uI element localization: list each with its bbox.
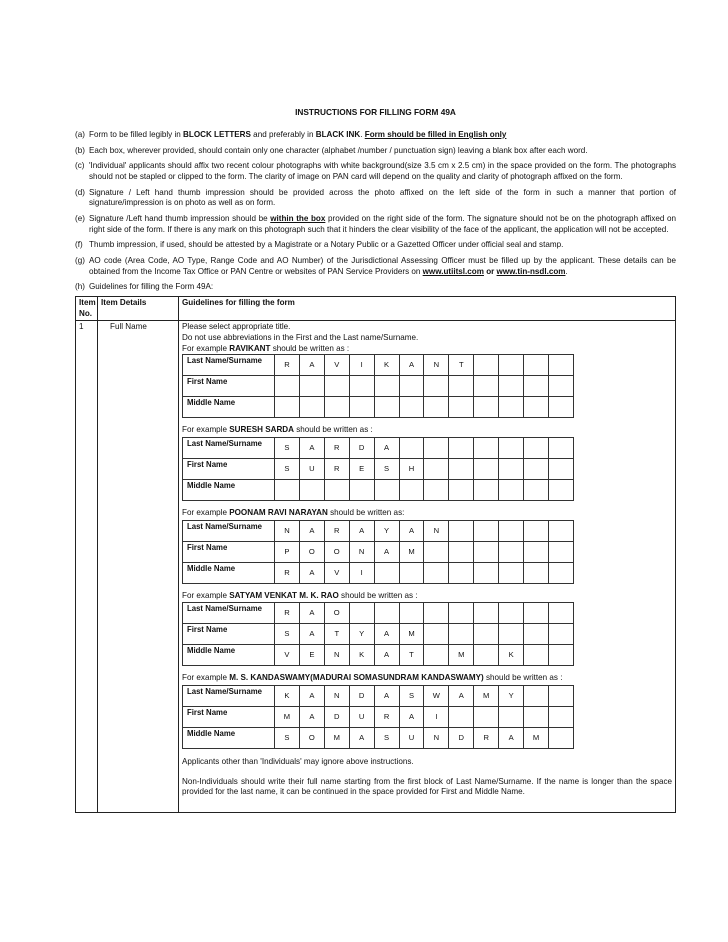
letter-box xyxy=(349,397,374,418)
letter-box: K xyxy=(275,686,300,707)
letter-box: S xyxy=(374,459,399,480)
letter-box: M xyxy=(275,707,300,728)
name-grid-row xyxy=(183,728,574,749)
letter-box xyxy=(548,438,573,459)
note-individuals: Applicants other than 'Individuals' may ignore above instructions. xyxy=(182,757,414,767)
letter-box xyxy=(424,459,449,480)
letter-box xyxy=(399,480,424,501)
letter-box xyxy=(499,397,524,418)
letter-box: A xyxy=(374,438,399,459)
letter-box xyxy=(548,480,573,501)
letter-box: A xyxy=(374,624,399,645)
letter-box: M xyxy=(449,645,474,666)
letter-box: R xyxy=(324,459,349,480)
letter-box: S xyxy=(275,728,300,749)
letter-box: A xyxy=(374,541,399,562)
letter-box xyxy=(449,397,474,418)
letter-box xyxy=(424,438,449,459)
letter-box xyxy=(399,603,424,624)
letter-box: A xyxy=(299,603,324,624)
letter-box xyxy=(499,438,524,459)
letter-box xyxy=(548,645,573,666)
name-examples xyxy=(182,354,672,749)
letter-box: A xyxy=(299,355,324,376)
letter-box xyxy=(474,624,499,645)
letter-box xyxy=(524,520,549,541)
letter-box: N xyxy=(424,355,449,376)
letter-box: M xyxy=(524,728,549,749)
letter-box: W xyxy=(424,686,449,707)
letter-box: T xyxy=(449,355,474,376)
letter-box xyxy=(275,376,300,397)
letter-box xyxy=(399,438,424,459)
instruction-c xyxy=(75,161,676,182)
letter-box: N xyxy=(424,728,449,749)
letter-box: S xyxy=(275,459,300,480)
letter-box xyxy=(399,376,424,397)
letter-box: T xyxy=(324,624,349,645)
letter-box xyxy=(275,397,300,418)
letter-box: V xyxy=(275,645,300,666)
instruction-text: AO code (Area Code, AO Type, Range Code and AO Number) of the Jurisdictional Assessing Officer must be filled up by the applicant. These details can be obtained from the Income Tax Office or PAN Centre or websites of PAN Service Providers on www.utiitsl.com or www.tin-nsdl.com. xyxy=(89,255,676,276)
letter-box: O xyxy=(299,728,324,749)
tin-nsdl-link[interactable]: www.tin-nsdl.com xyxy=(496,266,566,276)
letter-box: I xyxy=(424,707,449,728)
instruction-h xyxy=(75,282,676,293)
name-grid-row xyxy=(183,686,574,707)
letter-box xyxy=(548,624,573,645)
letter-box xyxy=(548,707,573,728)
letter-box: I xyxy=(349,355,374,376)
name-field-label: Last Name/Surname xyxy=(183,686,275,707)
letter-box: A xyxy=(349,520,374,541)
name-grid-row xyxy=(183,376,574,397)
instruction-text: Form to be filled legibly in BLOCK LETTERS and preferably in BLACK INK. Form should be filled in English only xyxy=(89,129,507,139)
letter-box xyxy=(524,686,549,707)
name-field-label: Last Name/Surname xyxy=(183,520,275,541)
name-grid-row xyxy=(183,480,574,501)
letter-box: Y xyxy=(499,686,524,707)
row-guidelines xyxy=(179,321,676,813)
name-example-grid xyxy=(182,602,574,666)
name-grid-row xyxy=(183,562,574,583)
example-caption: For example M. S. KANDASWAMY(MADURAI SOMASUNDRAM KANDASWAMY) should be written as : xyxy=(182,673,563,683)
name-example-grid xyxy=(182,685,574,749)
letter-box xyxy=(299,480,324,501)
letter-box xyxy=(349,376,374,397)
letter-box: E xyxy=(349,459,374,480)
name-example-grid xyxy=(182,520,574,584)
letter-box xyxy=(374,480,399,501)
letter-box xyxy=(449,376,474,397)
letter-box xyxy=(299,397,324,418)
instruction-text: 'Individual' applicants should affix two recent colour photographs with white background(size 3.5 cm x 2.5 cm) in the space provided on the form. The photographs should not be stapled or clipped to the form. The clarity of image on PAN card will depend on the quality and clarity of photograph affixed on the form. xyxy=(89,161,676,181)
letter-box xyxy=(524,645,549,666)
instruction-label: (b) xyxy=(75,145,85,155)
letter-box xyxy=(499,355,524,376)
utiitsl-link[interactable]: www.utiitsl.com xyxy=(422,266,484,276)
header-item-details: Item Details xyxy=(98,297,179,321)
letter-box: V xyxy=(324,562,349,583)
letter-box: M xyxy=(399,624,424,645)
letter-box xyxy=(524,355,549,376)
letter-box xyxy=(524,603,549,624)
name-example-grid xyxy=(182,437,574,501)
instruction-text: Each box, wherever provided, should contain only one character (alphabet /number / punctuation sign) leaving a blank box after each word. xyxy=(89,145,588,155)
guideline-line: Please select appropriate title. xyxy=(182,322,291,332)
name-grid-row xyxy=(183,355,574,376)
name-grid-row xyxy=(183,397,574,418)
letter-box: M xyxy=(324,728,349,749)
letter-box xyxy=(275,480,300,501)
letter-box xyxy=(449,603,474,624)
instruction-b xyxy=(75,146,676,157)
letter-box: R xyxy=(275,562,300,583)
letter-box xyxy=(399,562,424,583)
instruction-g xyxy=(75,256,676,277)
instruction-label: (h) xyxy=(75,282,85,292)
instruction-e xyxy=(75,214,676,235)
letter-box: O xyxy=(299,541,324,562)
letter-box: M xyxy=(399,541,424,562)
name-field-label: First Name xyxy=(183,459,275,480)
instruction-label: (g) xyxy=(75,255,85,265)
letter-box: K xyxy=(374,355,399,376)
letter-box xyxy=(474,603,499,624)
letter-box: A xyxy=(299,562,324,583)
letter-box: R xyxy=(275,603,300,624)
letter-box xyxy=(548,603,573,624)
letter-box xyxy=(449,459,474,480)
letter-box: R xyxy=(324,520,349,541)
instruction-d xyxy=(75,188,676,209)
header-guidelines: Guidelines for filling the form xyxy=(179,297,676,321)
letter-box: Y xyxy=(349,624,374,645)
letter-box xyxy=(474,562,499,583)
name-example-grid xyxy=(182,354,574,418)
example-caption: For example POONAM RAVI NARAYAN should be written as: xyxy=(182,508,405,518)
example-caption: For example SURESH SARDA should be written as : xyxy=(182,425,373,435)
letter-box xyxy=(548,562,573,583)
letter-box xyxy=(449,438,474,459)
letter-box: S xyxy=(399,686,424,707)
letter-box xyxy=(548,520,573,541)
letter-box: A xyxy=(399,707,424,728)
letter-box: A xyxy=(299,438,324,459)
letter-box: K xyxy=(499,645,524,666)
letter-box: A xyxy=(449,686,474,707)
letter-box xyxy=(449,562,474,583)
letter-box xyxy=(524,459,549,480)
letter-box xyxy=(324,376,349,397)
name-field-label: First Name xyxy=(183,707,275,728)
letter-box: A xyxy=(374,645,399,666)
letter-box xyxy=(424,480,449,501)
letter-box: A xyxy=(349,728,374,749)
letter-box xyxy=(424,376,449,397)
letter-box xyxy=(374,603,399,624)
letter-box xyxy=(324,397,349,418)
letter-box xyxy=(449,480,474,501)
name-field-label: Middle Name xyxy=(183,397,275,418)
letter-box: O xyxy=(324,541,349,562)
letter-box: K xyxy=(349,645,374,666)
name-field-label: Last Name/Surname xyxy=(183,603,275,624)
letter-box xyxy=(524,438,549,459)
instruction-text: Guidelines for filling the Form 49A: xyxy=(89,282,214,292)
name-field-label: Middle Name xyxy=(183,645,275,666)
letter-box: R xyxy=(324,438,349,459)
name-grid-row xyxy=(183,520,574,541)
name-field-label: Last Name/Surname xyxy=(183,355,275,376)
name-grid-row xyxy=(183,438,574,459)
name-field-label: First Name xyxy=(183,541,275,562)
name-grid-row xyxy=(183,645,574,666)
letter-box xyxy=(524,480,549,501)
letter-box: T xyxy=(399,645,424,666)
letter-box: A xyxy=(399,520,424,541)
letter-box: E xyxy=(299,645,324,666)
example-caption: For example SATYAM VENKAT M. K. RAO should be written as : xyxy=(182,590,418,600)
letter-box xyxy=(424,397,449,418)
instruction-label: (d) xyxy=(75,187,85,197)
letter-box xyxy=(474,541,499,562)
letter-box xyxy=(499,520,524,541)
name-grid-row xyxy=(183,603,574,624)
letter-box xyxy=(424,645,449,666)
letter-box xyxy=(474,438,499,459)
letter-box: U xyxy=(349,707,374,728)
letter-box xyxy=(449,624,474,645)
letter-box: N xyxy=(324,645,349,666)
letter-box xyxy=(524,541,549,562)
name-field-label: Middle Name xyxy=(183,728,275,749)
letter-box xyxy=(499,480,524,501)
letter-box xyxy=(424,541,449,562)
letter-box: A xyxy=(374,686,399,707)
letter-box: I xyxy=(349,562,374,583)
letter-box xyxy=(449,707,474,728)
letter-box: A xyxy=(299,624,324,645)
letter-box xyxy=(499,603,524,624)
letter-box: H xyxy=(399,459,424,480)
letter-box xyxy=(499,562,524,583)
letter-box xyxy=(548,376,573,397)
instruction-label: (f) xyxy=(75,240,83,250)
guidelines-table xyxy=(75,296,676,813)
name-field-label: Last Name/Surname xyxy=(183,438,275,459)
guideline-line: For example RAVIKANT should be written as : xyxy=(182,343,350,353)
document-title: INSTRUCTIONS FOR FILLING FORM 49A xyxy=(295,107,456,117)
letter-box: S xyxy=(275,438,300,459)
letter-box: D xyxy=(324,707,349,728)
name-grid-row xyxy=(183,459,574,480)
row-item-details: Full Name xyxy=(98,321,179,813)
letter-box xyxy=(524,624,549,645)
letter-box xyxy=(474,707,499,728)
letter-box: S xyxy=(374,728,399,749)
letter-box xyxy=(449,520,474,541)
letter-box xyxy=(474,355,499,376)
letter-box xyxy=(524,562,549,583)
letter-box: N xyxy=(349,541,374,562)
instruction-text: Thumb impression, if used, should be attested by a Magistrate or a Notary Public or a Gazetted Officer under official seal and stamp. xyxy=(89,240,564,250)
letter-box: N xyxy=(324,686,349,707)
letter-box: P xyxy=(275,541,300,562)
letter-box xyxy=(449,541,474,562)
letter-box xyxy=(499,707,524,728)
letter-box xyxy=(474,480,499,501)
letter-box xyxy=(548,459,573,480)
row-item-no: 1 xyxy=(76,321,98,813)
table-header-row xyxy=(76,297,676,321)
letter-box: U xyxy=(299,459,324,480)
instruction-a xyxy=(75,130,676,141)
header-item-no: Item No. xyxy=(76,297,98,321)
letter-box: A xyxy=(299,686,324,707)
letter-box: D xyxy=(349,438,374,459)
letter-box xyxy=(349,603,374,624)
instruction-f xyxy=(75,240,676,251)
name-grid-row xyxy=(183,624,574,645)
letter-box: R xyxy=(474,728,499,749)
letter-box xyxy=(474,459,499,480)
letter-box: Y xyxy=(374,520,399,541)
letter-box: N xyxy=(275,520,300,541)
letter-box xyxy=(499,624,524,645)
letter-box xyxy=(474,397,499,418)
letter-box: R xyxy=(275,355,300,376)
name-field-label: First Name xyxy=(183,376,275,397)
name-field-label: Middle Name xyxy=(183,562,275,583)
letter-box: O xyxy=(324,603,349,624)
letter-box xyxy=(424,562,449,583)
letter-box xyxy=(374,397,399,418)
letter-box xyxy=(374,376,399,397)
letter-box xyxy=(299,376,324,397)
letter-box: R xyxy=(374,707,399,728)
instruction-label: (c) xyxy=(75,161,85,171)
letter-box xyxy=(499,376,524,397)
letter-box xyxy=(548,541,573,562)
letter-box xyxy=(524,397,549,418)
letter-box: D xyxy=(449,728,474,749)
letter-box xyxy=(349,480,374,501)
guideline-line: Do not use abbreviations in the First and the Last name/Surname. xyxy=(182,333,419,343)
letter-box xyxy=(548,686,573,707)
letter-box xyxy=(524,376,549,397)
letter-box xyxy=(474,520,499,541)
note-non-individuals: Non-Individuals should write their full name starting from the first block of Last Name/Surname. If the name is longer than the space provided for the last name, it can be continued in the space provided for First and Middle Name. xyxy=(182,776,672,797)
letter-box xyxy=(524,707,549,728)
instruction-label: (e) xyxy=(75,213,85,223)
name-field-label: Middle Name xyxy=(183,480,275,501)
letter-box xyxy=(374,562,399,583)
letter-box: U xyxy=(399,728,424,749)
letter-box xyxy=(499,541,524,562)
table-row xyxy=(76,321,676,813)
letter-box xyxy=(424,603,449,624)
letter-box xyxy=(399,397,424,418)
letter-box: A xyxy=(499,728,524,749)
name-field-label: First Name xyxy=(183,624,275,645)
letter-box: D xyxy=(349,686,374,707)
instruction-text: Signature / Left hand thumb impression should be provided across the photo affixed on the left side of the form in such a manner that portion of signature/impression is on photo as well as on form. xyxy=(89,187,676,208)
instruction-text: Signature /Left hand thumb impression should be within the box provided on the right side of the form. The signature should not be on the photograph affixed on right side of the form. If there is any mark on this photograph such that it hinders the clear visibility of the face of the applicant, the application will not be accepted. xyxy=(89,213,677,234)
name-grid-row xyxy=(183,707,574,728)
letter-box: A xyxy=(299,520,324,541)
letter-box: M xyxy=(474,686,499,707)
letter-box xyxy=(548,397,573,418)
letter-box xyxy=(474,645,499,666)
letter-box: S xyxy=(275,624,300,645)
letter-box xyxy=(324,480,349,501)
letter-box xyxy=(499,459,524,480)
instruction-label: (a) xyxy=(75,129,85,139)
letter-box: A xyxy=(399,355,424,376)
letter-box: A xyxy=(299,707,324,728)
letter-box: N xyxy=(424,520,449,541)
letter-box xyxy=(424,624,449,645)
letter-box: V xyxy=(324,355,349,376)
name-grid-row xyxy=(183,541,574,562)
letter-box xyxy=(548,728,573,749)
letter-box xyxy=(474,376,499,397)
letter-box xyxy=(548,355,573,376)
